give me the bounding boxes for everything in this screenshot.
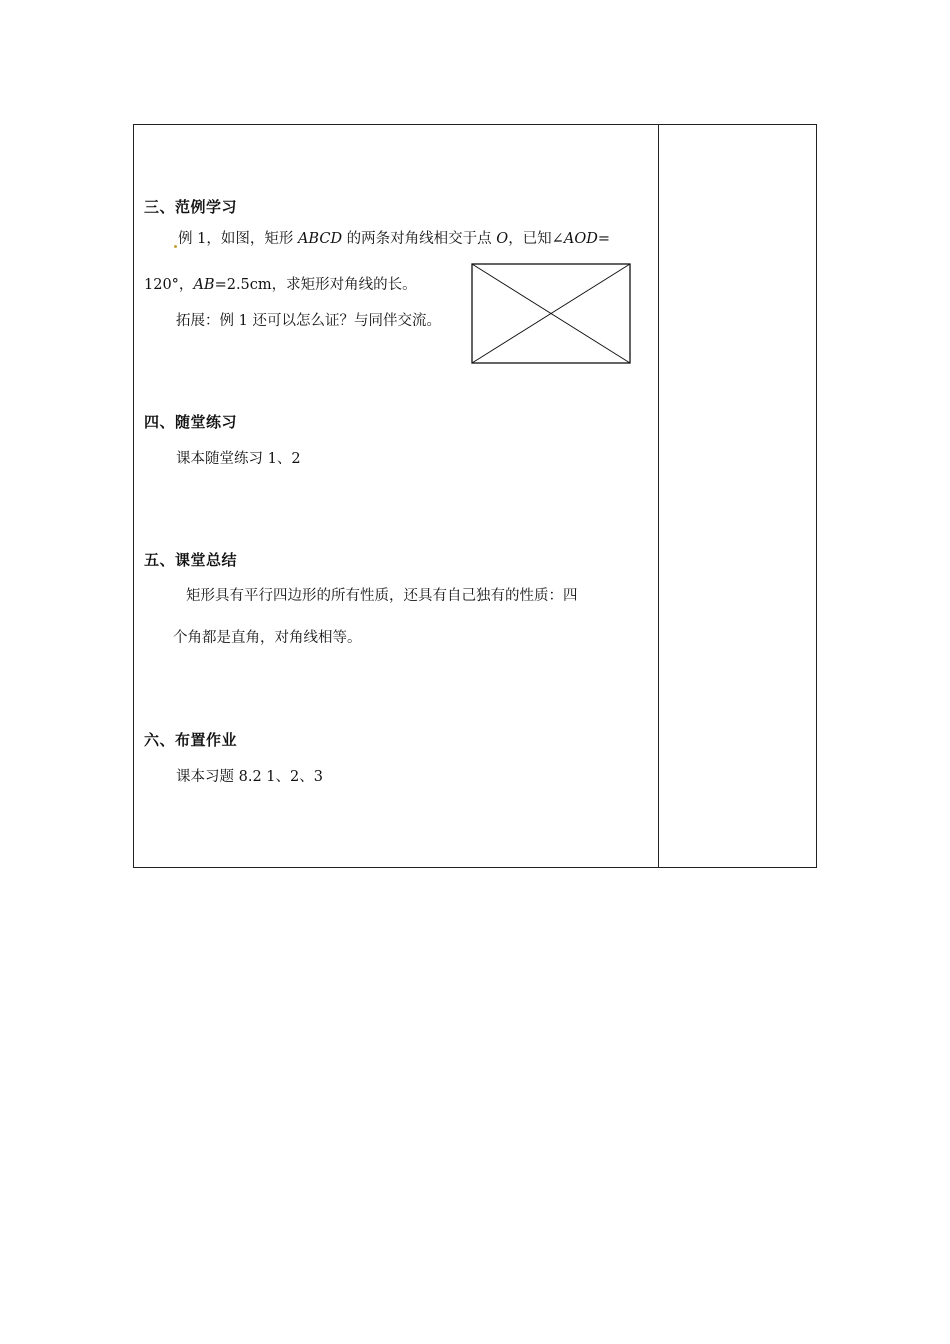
equals-sign: = [597,231,610,247]
rect-name: ABCD [297,231,343,247]
summary-line1: 矩形具有平行四边形的所有性质，还具有自己独有的性质：四 [186,588,578,604]
edit-mark-icon [174,245,177,248]
angle-name: AOD [563,231,598,247]
section6-heading: 六、布置作业 [144,731,238,749]
point-name: O [496,231,509,247]
homework-text: 课本习题 8.2 1、2、3 [176,769,323,785]
extension-text: 拓展：例 1 还可以怎么证？与同伴交流。 [176,313,441,329]
summary-line2: 个角都是直角，对角线相等。 [173,630,362,646]
segment-name: AB [193,277,215,293]
example1-line2 [144,273,417,294]
column-divider [658,124,659,868]
rectangle-figure [471,263,631,364]
angle-value: 120°， [144,277,194,293]
practice-text: 课本随堂练习 1、2 [176,451,301,467]
section4-heading: 四、随堂练习 [144,413,238,431]
example1-line1 [174,227,610,248]
section3-heading: 三、范例学习 [144,198,238,216]
example-mid: 的两条对角线相交于点 [342,231,497,247]
section5-heading: 五、课堂总结 [144,551,238,569]
example-known: ，已知∠ [508,231,564,247]
line2-rest: =2.5cm，求矩形对角线的长。 [214,277,417,293]
example-prefix: 例 1，如图，矩形 [178,231,298,247]
